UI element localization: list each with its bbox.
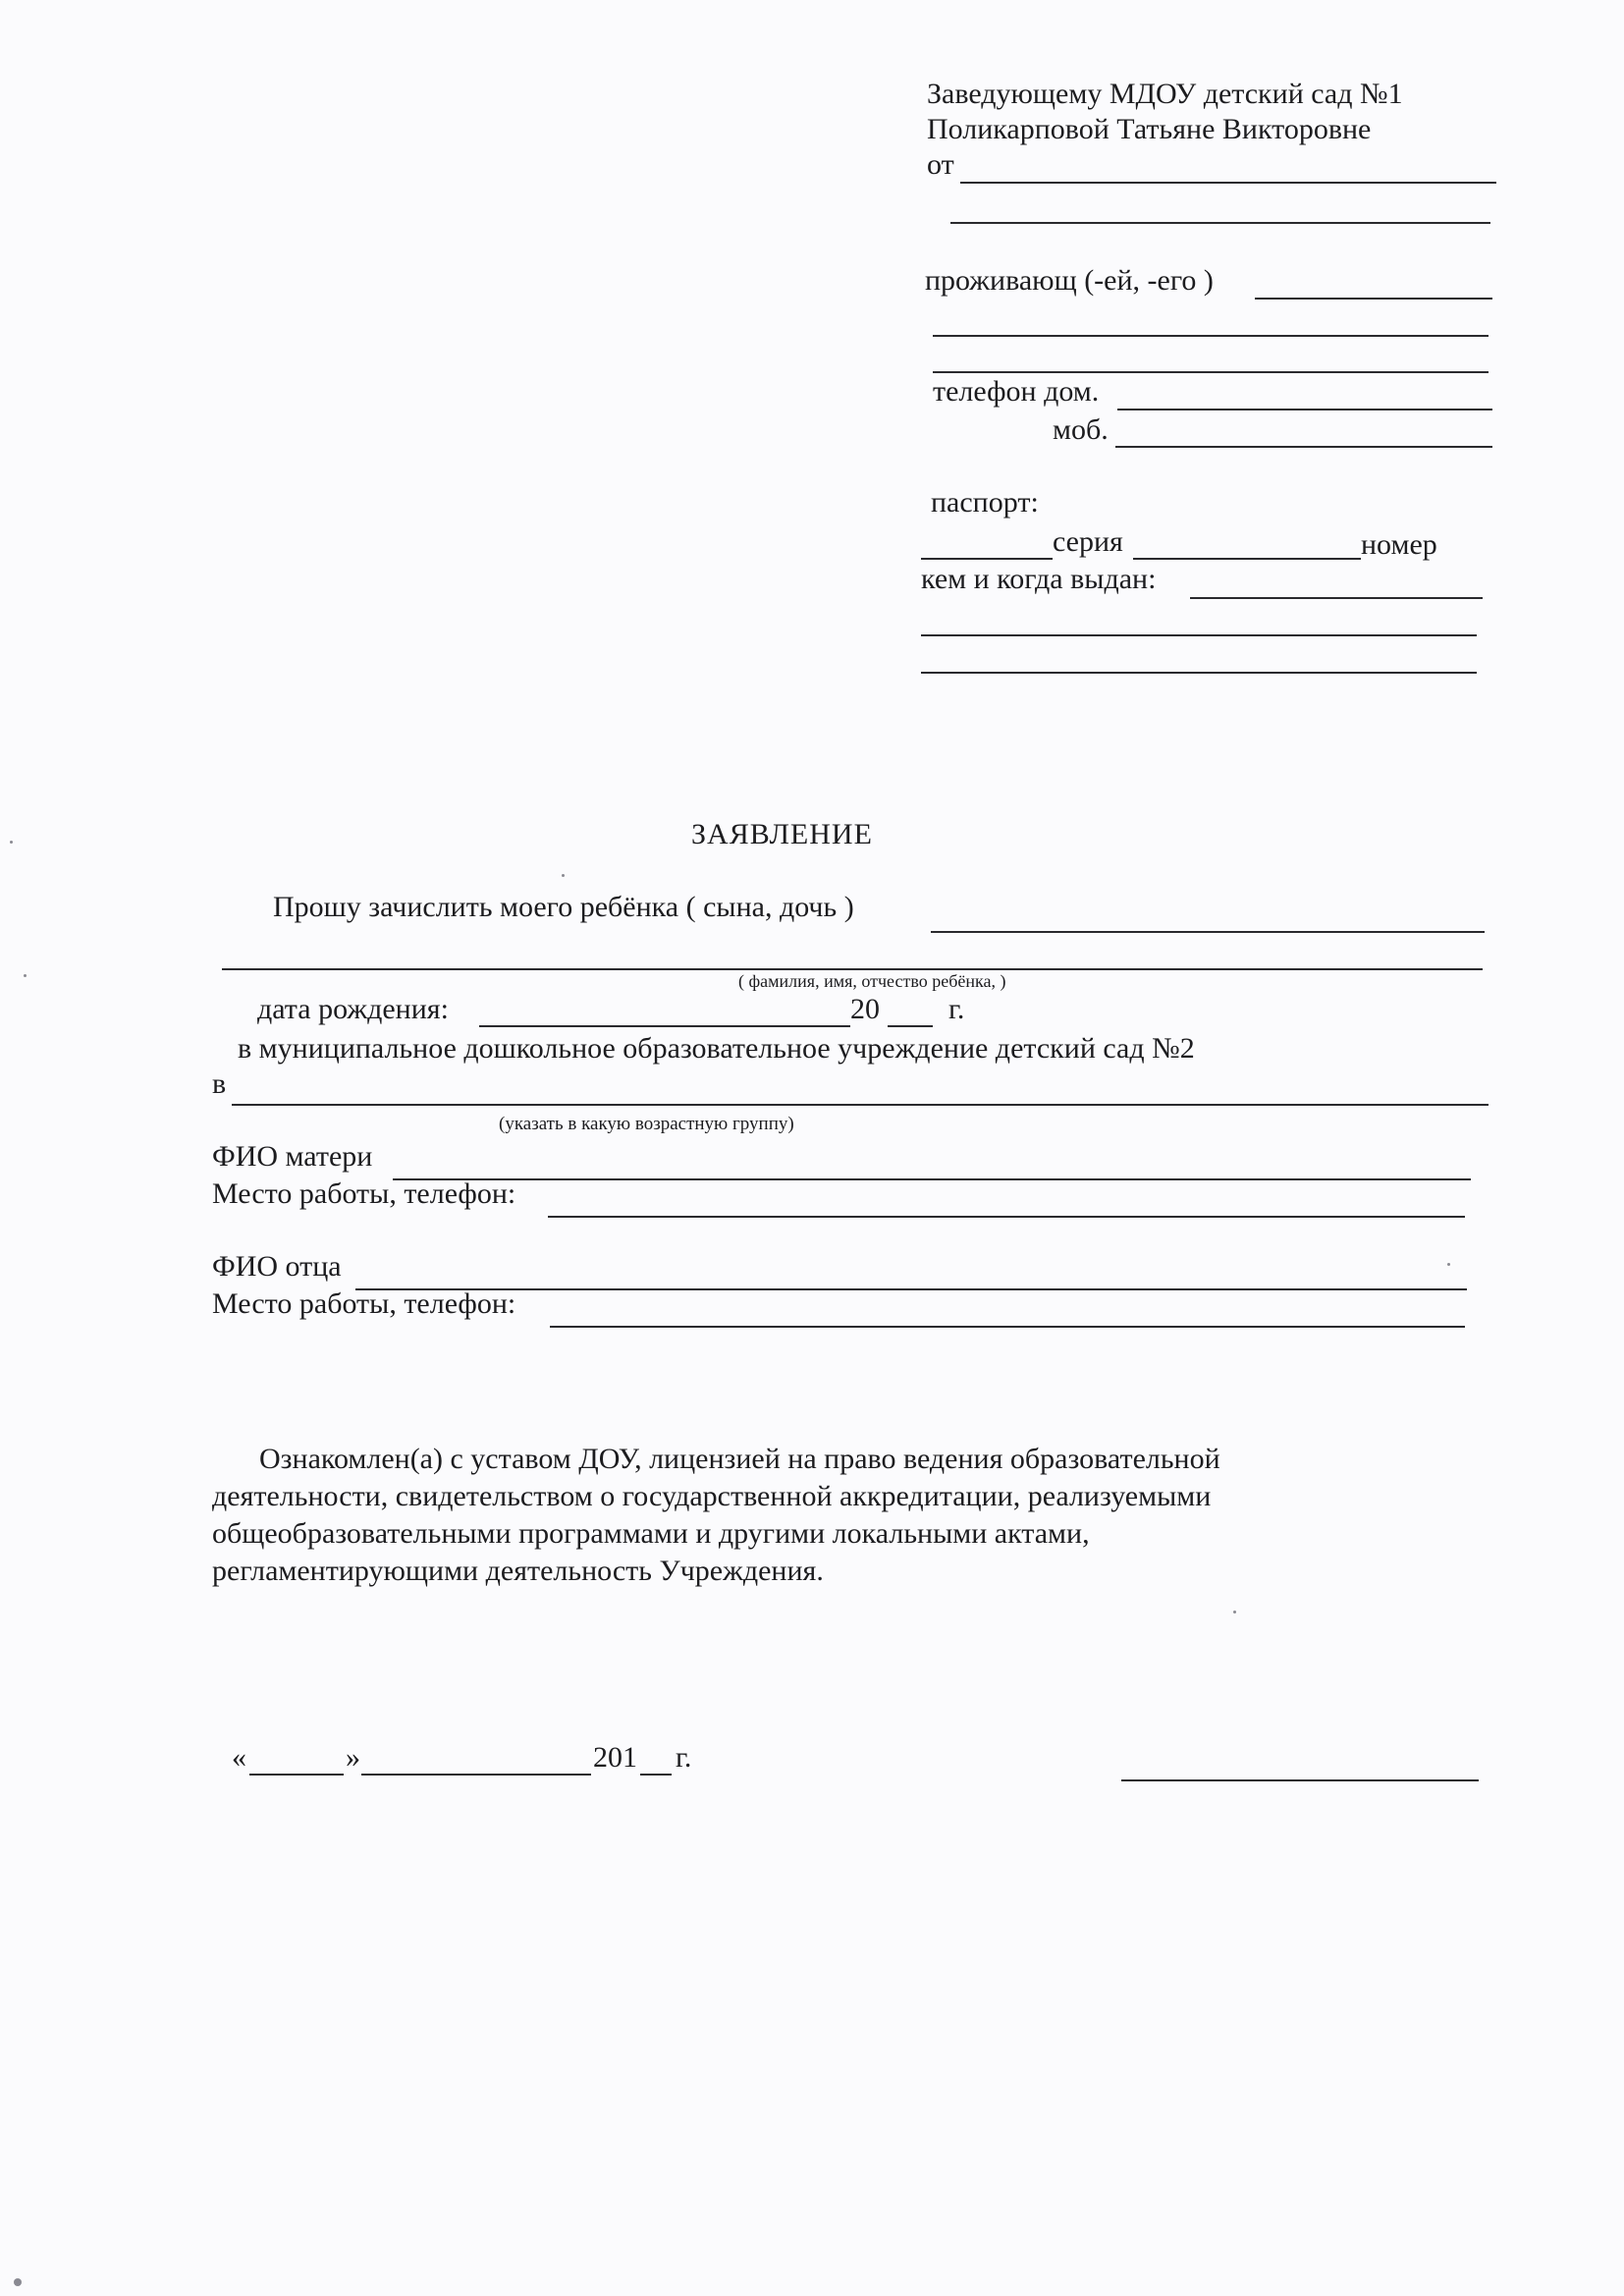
document-title: ЗАЯВЛЕНИЕ [691,818,873,850]
mother-work-line[interactable] [548,1216,1465,1218]
signature-line[interactable] [1121,1779,1479,1781]
passport-number-line[interactable] [1133,558,1361,560]
passport-label: паспорт: [931,486,1039,519]
birth-year-prefix: 20 [850,993,880,1025]
institution-text: в муниципальное дошкольное образовательное учреждение детский сад №2 [238,1032,1195,1065]
date-close-quote: » [346,1741,360,1774]
home-phone-label: телефон дом. [933,375,1100,408]
residing-label: проживающ (-ей, -его ) [925,264,1214,297]
date-open-quote: « [232,1741,246,1774]
addressee-line-1: Заведующему МДОУ детский сад №1 [927,78,1403,110]
group-prefix: в [212,1067,227,1100]
father-name-line[interactable] [355,1288,1467,1290]
group-hint: (указать в какую возрастную группу) [499,1114,794,1134]
date-day-line[interactable] [249,1774,344,1776]
scan-speck [1233,1611,1236,1613]
addressee-line-2: Поликарповой Татьяне Викторовне [927,113,1372,145]
father-work-label: Место работы, телефон: [212,1287,516,1320]
date-month-line[interactable] [361,1774,591,1776]
series-label: серия [1053,525,1123,558]
scan-speck [562,874,565,877]
mobile-line[interactable] [1115,446,1492,448]
scan-speck [24,974,27,977]
birth-date-label: дата рождения: [257,993,449,1025]
scan-speck [10,841,13,844]
home-phone-line[interactable] [1117,409,1492,410]
date-year-line[interactable] [640,1774,672,1776]
issued-line-3[interactable] [921,672,1477,674]
scan-speck [1447,1263,1450,1266]
from-line[interactable] [960,182,1496,184]
number-label: номер [1361,528,1437,561]
scan-speck [14,2278,22,2286]
acknowledgement-line-4: регламентирующими деятельность Учреждения. [212,1555,824,1587]
mother-name-line[interactable] [393,1178,1471,1180]
birth-date-line[interactable] [479,1025,850,1027]
acknowledgement-line-2: деятельности, свидетельством о государственной аккредитации, реализуемыми [212,1480,1212,1512]
acknowledgement-line-1: Ознакомлен(а) с уставом ДОУ, лицензией на право ведения образовательной [259,1443,1220,1475]
passport-series-line[interactable] [921,558,1053,560]
father-work-line[interactable] [550,1326,1465,1328]
issued-line[interactable] [1190,597,1483,599]
birth-year-suffix: г. [948,993,965,1025]
acknowledgement-line-3: общеобразовательными программами и другими локальными актами, [212,1517,1090,1550]
mobile-label: моб. [1053,413,1109,446]
mother-label: ФИО матери [212,1140,373,1173]
request-text: Прошу зачислить моего ребёнка ( сына, дочь ) [273,891,854,923]
child-name-hint: ( фамилия, имя, отчество ребёнка, ) [738,971,1006,991]
birth-year-line[interactable] [888,1025,933,1027]
father-label: ФИО отца [212,1250,342,1283]
date-year-prefix: 201 [593,1741,637,1774]
from-line-2[interactable] [950,222,1490,224]
mother-work-label: Место работы, телефон: [212,1177,516,1210]
date-year-suffix: г. [676,1741,692,1774]
issued-label: кем и когда выдан: [921,563,1157,595]
group-line[interactable] [232,1104,1489,1106]
child-name-line[interactable] [931,931,1485,933]
issued-line-2[interactable] [921,634,1477,636]
residing-line[interactable] [1255,298,1492,300]
from-label: от [927,148,954,181]
residing-line-2[interactable] [933,335,1489,337]
residing-line-3[interactable] [933,371,1489,373]
